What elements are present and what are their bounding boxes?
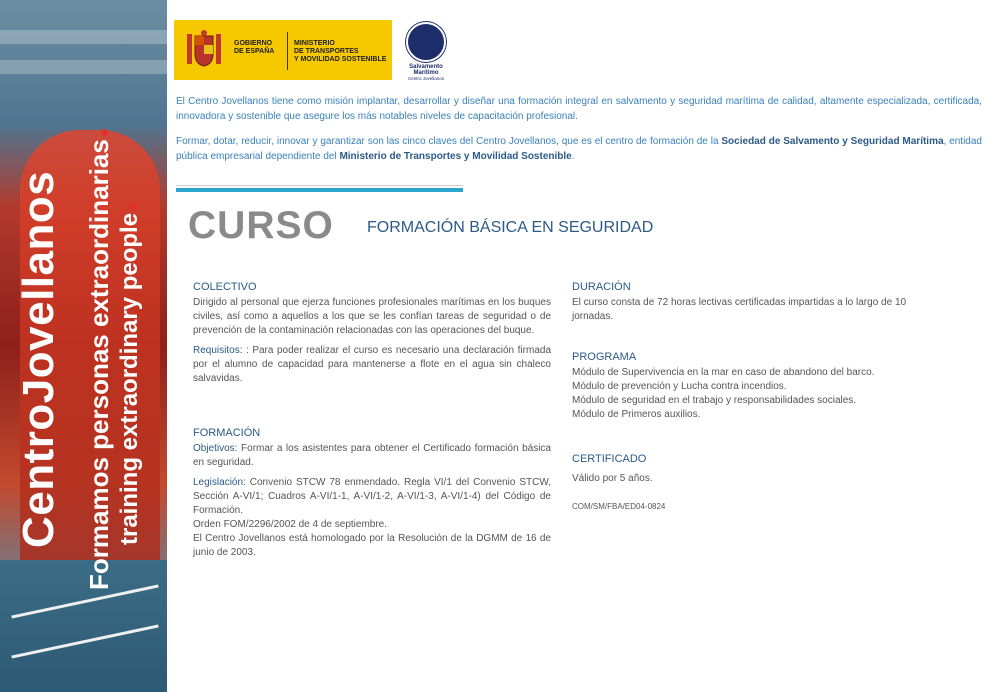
government-logo [174, 20, 392, 80]
formacion-section [193, 426, 551, 566]
logo-divider [287, 32, 288, 70]
sasemar-entity: Sociedad de Salvamento y Seguridad Marítima [721, 136, 944, 147]
gob-line: DE ESPAÑA [234, 48, 275, 55]
sidebar-photo [0, 0, 167, 692]
formacion-heading: FORMACIÓN [193, 427, 261, 439]
homologado-text: El Centro Jovellanos está homologado por la Resolución de la DGMM de 16 de junio de 2003. [193, 533, 551, 558]
tagline-spanish [84, 129, 115, 590]
gobierno-label [234, 40, 274, 56]
certificado-heading: CERTIFICADO [572, 453, 647, 465]
brand-wordmark: CentroJovellanos [14, 170, 63, 548]
programa-section [572, 350, 930, 422]
orden-text: Orden FOM/2296/2002 de 4 de septiembre. [193, 519, 388, 530]
divider-line [176, 185, 463, 186]
tagline-spanish-text: Formamos personas extraordinarias [84, 139, 114, 590]
legislacion-text [193, 476, 551, 518]
red-dot-icon [130, 203, 137, 210]
ministerio-label [294, 40, 386, 64]
sasemar-name: Salvamento Marítimo [409, 64, 443, 76]
colectivo-text: Dirigido al personal que ejerza funciones profesionales marítimas en los buques civiles, así como a aquellos a los que se les confían tareas de seguridad o de prevención de la contaminación relacionadas con las operaciones del buque. [193, 297, 551, 336]
intro-text: , entidad pública empresarial dependiente del [176, 136, 982, 162]
min-line: DE TRANSPORTES [294, 48, 359, 55]
sasemar-subtitle: Centro Jovellanos [407, 76, 445, 81]
programa-item: Módulo de prevención y Lucha contra incendios. [572, 381, 787, 392]
colectivo-heading: COLECTIVO [193, 281, 257, 293]
objetivos-label: Objetivos: [193, 443, 238, 454]
course-label: CURSO [188, 204, 334, 247]
photo-stripe [0, 30, 167, 44]
colectivo-section [193, 280, 551, 392]
intro-text: . [571, 151, 575, 162]
sasemar-emblem-icon [406, 22, 446, 62]
certificado-section [572, 452, 930, 514]
ministry-entity: Ministerio de Transportes y Movilidad Sostenible [339, 151, 572, 162]
programa-item: Módulo de seguridad en el trabajo y responsabilidades sociales. [572, 395, 857, 406]
certificado-text: Válido por 5 años. [572, 473, 653, 484]
min-line: MINISTERIO [294, 40, 335, 47]
tagline-english [116, 203, 144, 545]
coat-of-arms-icon [184, 28, 224, 72]
accent-bar [176, 188, 463, 192]
salvamento-maritimo-logo [396, 22, 456, 81]
legislacion-body: : Convenio STCW 78 enmendado. Regla VI/1 del Convenio STCW, Sección A-VI/1; Cuadros A-VI/1-1, A-VI/1-2, A-VI/1-3, A-VI/1-4) del Código de Formación. [193, 477, 551, 516]
programa-item: Módulo de Primeros auxilios. [572, 409, 701, 420]
duracion-heading: DURACIÓN [572, 281, 631, 293]
duracion-text: El curso consta de 72 horas lectivas certificadas impartidas a lo largo de 10 jornadas. [572, 297, 907, 322]
objetivos-body: Formar a los asistentes para obtener el Certificado formación básica en seguridad. [193, 443, 551, 468]
requisitos-label: Requisitos: [193, 345, 243, 356]
duracion-section [572, 280, 932, 330]
intro-keys [176, 134, 982, 164]
red-dot-icon [101, 129, 108, 136]
gob-line: GOBIERNO [234, 40, 273, 47]
programa-item: Módulo de Supervivencia en la mar en caso de abandono del barco. [572, 367, 875, 378]
intro-text: Formar, dotar, reducir, innovar y garantizar son las cinco claves del Centro Jovellanos, que es el centro de formación de la [176, 136, 722, 147]
requisitos-text [193, 344, 551, 386]
min-line: Y MOVILIDAD SOSTENIBLE [294, 56, 387, 63]
objetivos-text [193, 442, 551, 470]
course-title: FORMACIÓN BÁSICA EN SEGURIDAD [367, 219, 654, 236]
legislacion-label: Legislación [193, 477, 244, 488]
requisitos-body: : Para poder realizar el curso es necesario una declaración firmada por el alumno de capacidad para mantenerse a flote en el agua sin chaleco salvavidas. [193, 345, 551, 384]
programa-heading: PROGRAMA [572, 351, 637, 363]
tagline-english-text: training extraordinary people [116, 212, 143, 545]
intro-mission: El Centro Jovellanos tiene como misión implantar, desarrollar y diseñar una formación integral en salvamento y seguridad marítima de calidad, altamente especializada, certificada, innovadora y sostenible que asegure los más notables niveles de capacitación profesional. [176, 96, 982, 122]
document-reference: COM/SM/FBA/ED04-0824 [572, 502, 666, 511]
photo-stripe [0, 60, 167, 74]
